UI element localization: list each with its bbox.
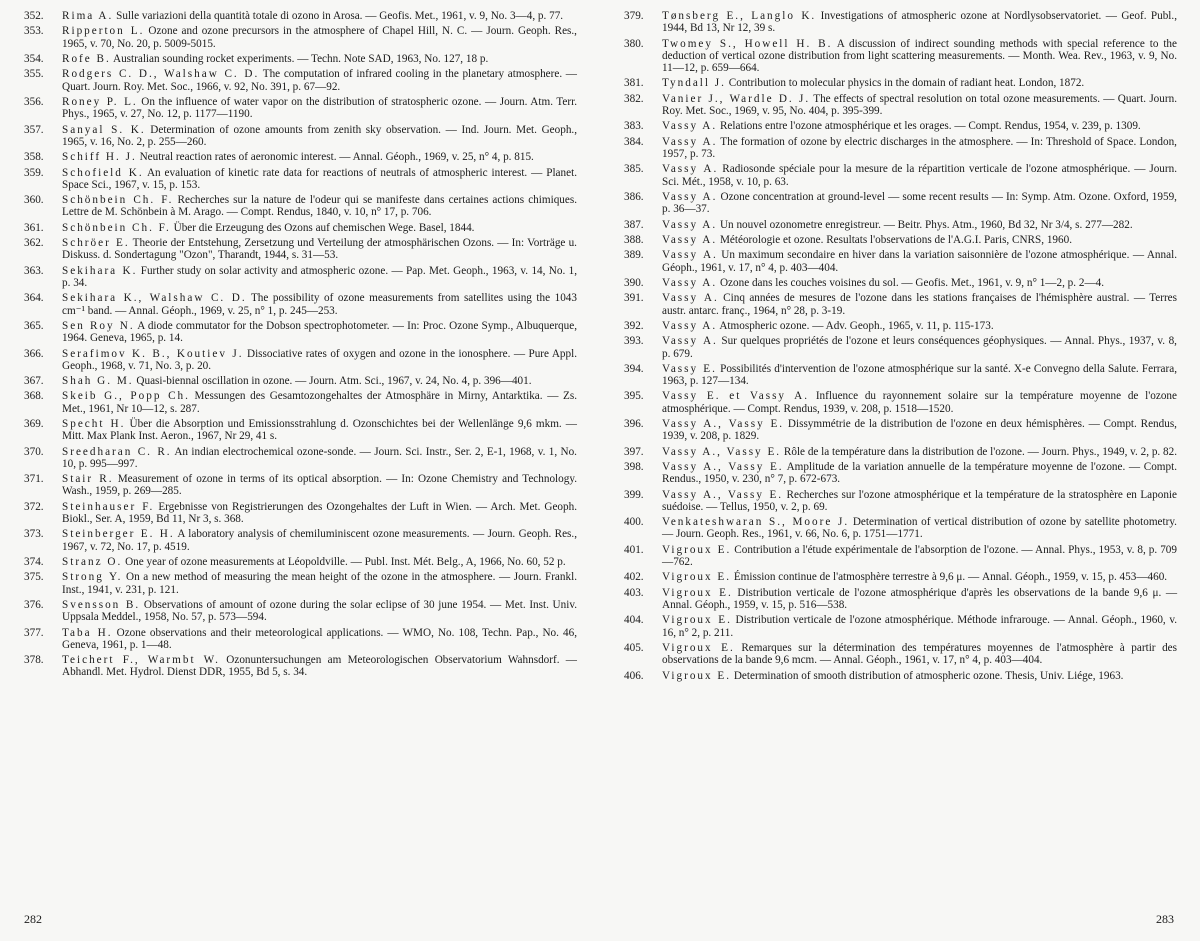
bibliography-entry — [24, 446, 577, 470]
bibliography-entry — [24, 418, 577, 442]
entry-citation: Investigations of atmospheric ozone at Nordlysobservatoriet. — Geof. Publ., 1944, Bd 13, Nr 12, 39 s. — [662, 10, 1177, 35]
bibliography-entry — [624, 446, 1177, 458]
entry-author: Vassy A. — [662, 319, 718, 332]
entry-citation: Remarques sur la détermination des températures moyennes de l'atmosphère à partir des observations de la bande 9,6 mcm. — Annal. Géoph., 1961, v. 17, n° 4, p. 403—404. — [662, 642, 1177, 667]
entry-citation: Determination of vertical distribution of ozone by satellite photometry. — Journ. Geoph. Res., 1961, v. 66, No. 6, p. 1751—1771. — [662, 516, 1177, 541]
bibliography-entry — [24, 390, 577, 414]
entry-number: 389. — [624, 249, 644, 262]
bibliography-entry — [24, 292, 577, 316]
entry-citation: Météorologie et ozone. Resultats l'observations de l'A.G.I. Paris, CNRS, 1960. — [717, 233, 1073, 246]
entry-citation: Über die Erzeugung des Ozons auf chemischen Wege. Basel, 1844. — [170, 221, 475, 234]
right-page-number: 283 — [1156, 912, 1174, 926]
entry-number: 378. — [24, 654, 44, 667]
entry-number: 353. — [24, 25, 44, 38]
entry-citation: Amplitude de la variation annuelle de la température moyenne de l'ozone. — Compt. Rendus., 1950, v. 230, n° 7, p. 672-673. — [662, 461, 1177, 486]
entry-number: 359. — [24, 166, 44, 179]
entry-author: Vassy E. — [662, 362, 717, 375]
entry-number: 394. — [624, 362, 644, 375]
entry-number: 395. — [624, 390, 644, 403]
entry-citation: Radiosonde spéciale pour la mesure de la répartition verticale de l'ozone atmosphérique. — Journ. Sci. Mét., 1958, v. 10, p. 63. — [662, 163, 1178, 188]
entry-citation: The possibility of ozone measurements from satellites using the 1043 cm⁻¹ band. — Annal. Géoph., 1969, v. 25, n° 1, p. 245—253. — [62, 292, 577, 317]
entry-author: Strong Y. — [62, 571, 123, 584]
entry-citation: Recherches sur la nature de l'odeur qui se manifeste dans certaines actions chimiques. Lettre de M. Schönbein à M. Arago. — Compt. Rendus, 1840, v. 10, n° 17, p. 706. — [62, 194, 577, 219]
entry-number: 376. — [24, 599, 44, 612]
entry-author: Rima A. — [62, 10, 114, 22]
entry-citation: Messungen des Gesamtozongehaltes der Atmosphäre in Mirny, Antarktika. — Zs. Met., 1961, Nr 10—12, s. 287. — [62, 390, 577, 415]
entry-number: 387. — [624, 218, 644, 231]
entry-citation: On a new method of measuring the mean height of the ozone in the atmosphere. — Journ. Frankl. Inst., 1941, v. 231, p. 121. — [62, 571, 577, 596]
entry-citation: The effects of spectral resolution on total ozone measurements. — Quart. Journ. Roy. Met. Soc., 1969, v. 95, No. 404, p. 395-399. — [662, 92, 1177, 117]
entry-author: Vassy A. — [662, 190, 718, 203]
entry-author: Twomey S., Howell H. B. — [662, 37, 833, 50]
entry-number: 384. — [624, 135, 644, 148]
entry-author: Tønsberg E., Langlo K. — [662, 10, 817, 22]
entry-author: Vigroux E. — [662, 543, 732, 556]
entry-number: 358. — [24, 151, 44, 164]
entry-number: 398. — [624, 461, 644, 474]
entry-author: Steinhauser F. — [62, 500, 155, 513]
bibliography-entry — [24, 237, 577, 261]
entry-number: 390. — [624, 276, 644, 289]
bibliography-entry — [624, 544, 1177, 568]
bibliography-entry — [24, 375, 577, 387]
entry-number: 382. — [624, 92, 644, 105]
bibliography-entry — [24, 556, 577, 568]
bibliography-entry — [624, 191, 1177, 215]
bibliography-entry — [24, 473, 577, 497]
entry-number: 383. — [624, 120, 644, 133]
entry-author: Shah G. M. — [62, 375, 134, 388]
bibliography-entry — [24, 654, 577, 678]
entry-number: 405. — [624, 642, 644, 655]
entry-number: 374. — [24, 556, 44, 569]
right-page-bibliography — [624, 10, 1177, 685]
entry-author: Stair R. — [62, 473, 114, 486]
entry-number: 357. — [24, 123, 44, 136]
bibliography-entry — [624, 120, 1177, 132]
entry-citation: Further study on solar activity and atmospheric ozone. — Pap. Met. Geoph., 1963, v. 14, No. 1, p. 34. — [62, 264, 577, 289]
entry-number: 372. — [24, 500, 44, 513]
bibliography-entry — [624, 249, 1177, 273]
entry-citation: Un maximum secondaire en hiver dans la variation saisonnière de l'ozone atmosphérique. — Annal. Géoph., 1961, v. 17, n° 4, p. 403—404. — [662, 249, 1177, 274]
entry-citation: Distribution verticale de l'ozone atmosphérique d'après les observations de la bande 9,6 μ. — Annal. Géoph., 1959, v. 15, p. 516—538. — [662, 586, 1178, 612]
bibliography-entry — [624, 363, 1177, 387]
entry-citation: Ergebnisse von Registrierungen des Ozongehaltes der Luft in Wien. — Arch. Met. Geoph. Biokl., Ser. A, 1959, Bd 11, Nr 3, s. 368. — [62, 500, 577, 526]
entry-number: 379. — [624, 10, 644, 22]
left-page-number: 282 — [24, 912, 42, 926]
entry-author: Sekihara K., Walshaw C. D. — [62, 292, 247, 305]
entry-number: 399. — [624, 488, 644, 501]
bibliography-entry — [24, 571, 577, 595]
entry-author: Schönbein Ch. F. — [62, 221, 171, 234]
entry-citation: One year of ozone measurements at Léopoldville. — Publ. Inst. Mét. Belg., A, 1966, No. 60, 52 p. — [122, 556, 566, 569]
entry-number: 381. — [624, 77, 644, 90]
entry-number: 371. — [24, 473, 44, 486]
bibliography-entry — [24, 151, 577, 163]
entry-number: 352. — [24, 10, 44, 22]
bibliography-entry — [624, 93, 1177, 117]
bibliography-entry — [624, 234, 1177, 246]
entry-author: Tyndall J. — [662, 77, 726, 90]
bibliography-entry — [24, 222, 577, 234]
entry-author: Vassy A. — [662, 233, 718, 246]
bibliography-entry — [624, 10, 1177, 34]
bibliography-entry — [624, 292, 1177, 316]
bibliography-entry — [624, 461, 1177, 485]
entry-author: Specht H. — [62, 418, 126, 431]
entry-author: Vigroux E. — [662, 669, 732, 682]
entry-number: 360. — [24, 194, 44, 207]
bibliography-entry — [24, 96, 577, 120]
bibliography-entry — [624, 38, 1177, 75]
entry-citation: Sur quelques propriétés de l'ozone et leurs conséquences géophysiques. — Annal. Phys., 1937, v. 8, p. 679. — [662, 335, 1177, 360]
entry-author: Vassy A. — [662, 276, 718, 289]
entry-author: Taba H. — [62, 626, 113, 639]
entry-citation: Australian sounding rocket experiments. — Techn. Note SAD, 1963, No. 127, 18 p. — [110, 52, 489, 65]
entry-number: 369. — [24, 418, 44, 431]
entry-author: Vassy A. — [662, 120, 718, 133]
entry-author: Vassy A., Vassy E. — [662, 445, 782, 458]
entry-citation: Ozone observations and their meteorological applications. — WMO, No. 108, Techn. Pap., No. 46, Geneva, 1961, p. 1—48. — [62, 626, 577, 651]
entry-number: 391. — [624, 292, 644, 305]
entry-number: 400. — [624, 516, 644, 529]
bibliography-entry — [624, 136, 1177, 160]
bibliography-entry — [24, 194, 577, 218]
bibliography-entry — [24, 167, 577, 191]
bibliography-entry — [24, 320, 577, 344]
entry-citation: A laboratory analysis of chemiluminiscent ozone measurements. — Journ. Geoph. Res., 1967, v. 72, No. 17, p. 4519. — [62, 528, 578, 553]
entry-number: 377. — [24, 626, 44, 639]
entry-number: 356. — [24, 95, 44, 108]
entry-author: Skeib G., Popp Ch. — [62, 390, 190, 403]
entry-citation: Émission continue de l'atmosphère terrestre à 9,6 μ. — Annal. Géoph., 1959, v. 15, p. 453—460. — [731, 571, 1168, 584]
entry-author: Sanyal S. K. — [62, 123, 146, 136]
entry-author: Schönbein Ch. F. — [62, 194, 174, 207]
entry-citation: Quasi-biennal oscillation in ozone. — Journ. Atm. Sci., 1967, v. 24, No. 4, p. 396—401. — [133, 375, 532, 388]
entry-author: Stranz O. — [62, 556, 123, 569]
entry-author: Rofe B. — [62, 52, 111, 65]
bibliography-entry — [24, 599, 577, 623]
entry-number: 392. — [624, 319, 644, 332]
bibliography-entry — [24, 25, 577, 49]
entry-author: Vigroux E. — [662, 642, 735, 655]
entry-author: Vassy A., Vassy E. — [662, 488, 784, 501]
entry-citation: A diode commutator for the Dobson spectrophotometer. — In: Proc. Ozone Symp., Albuquerque, 1964. Geneva, 1965, p. 14. — [62, 319, 577, 345]
entry-number: 370. — [24, 445, 44, 458]
entry-author: Vigroux E. — [662, 586, 733, 599]
bibliography-entry — [24, 10, 577, 22]
entry-author: Sekihara K. — [62, 264, 138, 277]
entry-citation: Distribution verticale de l'ozone atmosphérique. Méthode infrarouge. — Annal. Géoph., 1960, v. 16, n° 2, p. 211. — [662, 614, 1177, 639]
entry-citation: Possibilités d'intervention de l'ozone atmosphérique sur la santé. X-e Convegno della Salute. Ferrara, 1963, p. 127—134. — [662, 362, 1177, 388]
entry-author: Vanier J., Wardle D. J. — [662, 92, 811, 105]
entry-author: Schiff H. J. — [62, 151, 137, 164]
entry-number: 362. — [24, 237, 44, 250]
entry-author: Roney P. L. — [62, 95, 138, 108]
entry-number: 385. — [624, 163, 644, 176]
entry-author: Ripperton L. — [62, 25, 145, 38]
entry-number: 355. — [24, 68, 44, 81]
bibliography-entry — [24, 627, 577, 651]
bibliography-entry — [24, 348, 577, 372]
bibliography-entry — [624, 163, 1177, 187]
entry-author: Serafimov K. B., Koutiev J. — [62, 347, 244, 360]
entry-author: Vigroux E. — [662, 614, 732, 627]
entry-author: Schofield K. — [62, 166, 144, 179]
entry-number: 366. — [24, 347, 44, 360]
entry-author: Vassy A. — [662, 135, 718, 148]
entry-citation: An evaluation of kinetic rate data for reactions of neutrals of atmospheric interest. — Planet. Space Sci., 1967, v. 15, p. 153. — [62, 166, 577, 191]
bibliography-entry — [624, 418, 1177, 442]
bibliography-entry — [624, 390, 1177, 414]
entry-author: Svensson B. — [62, 599, 141, 612]
entry-author: Sen Roy N. — [62, 319, 135, 332]
bibliography-entry — [624, 320, 1177, 332]
bibliography-entry — [24, 124, 577, 148]
bibliography-entry — [624, 335, 1177, 359]
entry-number: 364. — [24, 292, 44, 305]
entry-citation: Atmospheric ozone. — Adv. Geoph., 1965, v. 11, p. 115-173. — [717, 319, 994, 332]
entry-citation: Sulle variazioni della quantità totale di ozono in Arosa. — Geofis. Met., 1961, v. 9, No. 3—4, p. 77. — [113, 10, 564, 22]
entry-number: 403. — [624, 586, 644, 599]
entry-citation: Relations entre l'ozone atmosphérique et les orages. — Compt. Rendus, 1954, v. 239, p. 1309. — [717, 120, 1141, 133]
entry-number: 386. — [624, 190, 644, 203]
bibliography-entry — [624, 642, 1177, 666]
bibliography-entry — [24, 53, 577, 65]
bibliography-entry — [624, 614, 1177, 638]
entry-number: 380. — [624, 37, 644, 50]
entry-citation: On the influence of water vapor on the distribution of stratospheric ozone. — Journ. Atm. Terr. Phys., 1965, v. 27, No. 12, p. 1177—1190. — [62, 95, 577, 121]
entry-citation: An indian electrochemical ozone-sonde. — Journ. Sci. Instr., Ser. 2, E-1, 1968, v. 1, No. 10, p. 995—997. — [62, 445, 577, 470]
entry-citation: Contribution to molecular physics in the domain of radiant heat. London, 1872. — [725, 77, 1085, 90]
entry-number: 388. — [624, 233, 644, 246]
entry-citation: The computation of infrared cooling in the planetary atmosphere. — Quart. Journ. Roy. Met. Soc., 1966, v. 92, No. 391, p. 67—92. — [62, 68, 577, 93]
entry-number: 354. — [24, 52, 44, 65]
entry-author: Venkateshwaran S., Moore J. — [662, 516, 850, 529]
entry-citation: Cinq années de mesures de l'ozone dans les stations françaises de l'hémisphère austral. — Terres austr. antarc. franç., 1964, n° 28, p. 3-19. — [662, 292, 1177, 317]
entry-author: Vassy E. et Vassy A. — [662, 390, 810, 403]
entry-number: 373. — [24, 528, 44, 541]
bibliography-entry — [24, 68, 577, 92]
entry-number: 397. — [624, 445, 644, 458]
entry-number: 363. — [24, 264, 44, 277]
bibliography-entry — [24, 528, 577, 552]
entry-citation: Influence du rayonnement solaire sur la température moyenne de l'ozone atmosphérique. — Compt. Rendus, 1939, v. 208, p. 1518—1520. — [662, 390, 1177, 415]
entry-author: Vassy A. — [662, 335, 718, 348]
entry-number: 367. — [24, 375, 44, 388]
bibliography-entry — [624, 670, 1177, 682]
bibliography-entry — [624, 571, 1177, 583]
bibliography-entry — [624, 277, 1177, 289]
bibliography-entry — [624, 77, 1177, 89]
entry-author: Vassy A. — [662, 163, 719, 176]
entry-citation: Neutral reaction rates of aeronomic interest. — Annal. Géoph., 1969, v. 25, n° 4, p. 815. — [136, 151, 534, 164]
entry-citation: A discussion of indirect sounding methods with special reference to the deduction of vertical ozone distribution from light scattering measurements. — Month. Wea. Rev., 1963, v. 9, No. 11—12, p. 659—664. — [662, 37, 1177, 74]
bibliography-entry — [24, 501, 577, 525]
entry-number: 401. — [624, 543, 644, 556]
entry-author: Teichert F., Warmbt W. — [62, 654, 220, 667]
entry-author: Vassy A., Vassy E. — [662, 418, 785, 431]
entry-number: 406. — [624, 669, 644, 682]
entry-author: Vassy A., Vassy E. — [662, 461, 784, 474]
entry-author: Schröer E. — [62, 237, 130, 250]
entry-citation: Theorie der Entstehung, Zersetzung und Verteilung der atmosphärischen Ozons. — In: Vorträge u. Diskuss. d. Sondertagung "Ozon", Tharandt, 1944, s. 31—53. — [62, 237, 577, 262]
entry-citation: Rôle de la température dans la distribution de l'ozone. — Journ. Phys., 1949, v. 2, p. 82. — [781, 445, 1177, 458]
entry-citation: Determination of ozone amounts from zenith sky observation. — Ind. Journ. Met. Geoph., 1965, v. 16, No. 2, p. 255—260. — [62, 123, 578, 148]
entry-citation: Ozone and ozone precursors in the atmosphere of Chapel Hill, N. C. — Journ. Geoph. Res., 1965, v. 70, No. 20, p. 5009-5015. — [62, 25, 577, 50]
bibliography-entry — [624, 219, 1177, 231]
entry-author: Vassy A. — [662, 218, 718, 231]
entry-number: 396. — [624, 418, 644, 431]
entry-citation: The formation of ozone by electric discharges in the atmosphere. — In: Threshold of Space. London, 1957, p. 73. — [662, 135, 1177, 160]
bibliography-entry — [24, 265, 577, 289]
entry-citation: Observations of amount of ozone during the solar eclipse of 30 june 1954. — Met. Inst. Univ. Uppsala Meddel., 1958, No. 57, p. 573—594. — [62, 599, 577, 624]
entry-citation: Determination of smooth distribution of atmospheric ozone. Thesis, Univ. Liége, 1963. — [731, 669, 1124, 682]
bibliography-entry — [624, 516, 1177, 540]
entry-citation: Contribution a l'étude expérimentale de l'absorption de l'ozone. — Annal. Phys., 1953, v. 8, p. 709—762. — [662, 543, 1177, 569]
entry-number: 404. — [624, 614, 644, 627]
entry-citation: Dissociative rates of oxygen and ozone in the ionosphere. — Pure Appl. Geoph., 1968, v. 71, No. 3, p. 20. — [62, 347, 578, 372]
entry-citation: Recherches sur l'ozone atmosphérique et la température de la stratosphère en Laponie suédoise. — Tellus, 1950, v. 2, p. 69. — [662, 488, 1177, 513]
entry-citation: Ozone dans les couches voisines du sol. — Geofis. Met., 1961, v. 9, n° 1—2, p. 2—4. — [717, 276, 1105, 289]
left-page-bibliography — [24, 10, 577, 682]
entry-number: 375. — [24, 571, 44, 584]
entry-number: 361. — [24, 221, 44, 234]
entry-author: Vigroux E. — [662, 571, 732, 584]
entry-citation: Ozone concentration at ground-level — some recent results — In: Symp. Atm. Ozone. Oxford, 1959, p. 36—37. — [662, 190, 1177, 216]
entry-citation: Dissymmétrie de la distribution de l'ozone en deux hémisphères. — Compt. Rendus, 1939, v. 208, p. 1829. — [662, 418, 1177, 443]
entry-author: Vassy A. — [662, 292, 719, 305]
entry-number: 402. — [624, 571, 644, 584]
entry-citation: Über die Absorption und Emissionsstrahlung d. Ozonschichtes bei der Wellenlänge 9,6 mkm. — Mitt. Max Plank Inst. Aeron., 1967, Nr 29, 41 s. — [62, 418, 577, 443]
entry-citation: Measurement of ozone in terms of its optical absorption. — In: Ozone Chemistry and Technology. Wash., 1959, p. 269—285. — [62, 473, 578, 498]
entry-citation: Ozonuntersuchungen am Meteorologischen Observatorium Wahnsdorf. — Abhandl. Met. Hydrol. Dienst DDR, 1955, Bd 5, s. 34. — [62, 654, 577, 679]
entry-author: Rodgers C. D., Walshaw C. D. — [62, 68, 260, 81]
entry-author: Sreedharan C. R. — [62, 445, 172, 458]
entry-number: 365. — [24, 319, 44, 332]
entry-citation: Un nouvel ozonometre enregistreur. — Beitr. Phys. Atm., 1960, Bd 32, Nr 3/4, s. 277—282. — [717, 218, 1133, 231]
bibliography-entry — [624, 489, 1177, 513]
entry-number: 368. — [24, 390, 44, 403]
entry-author: Steinberger E. H. — [62, 528, 175, 541]
entry-number: 393. — [624, 335, 644, 348]
bibliography-entry — [624, 587, 1177, 611]
entry-author: Vassy A. — [662, 249, 718, 262]
